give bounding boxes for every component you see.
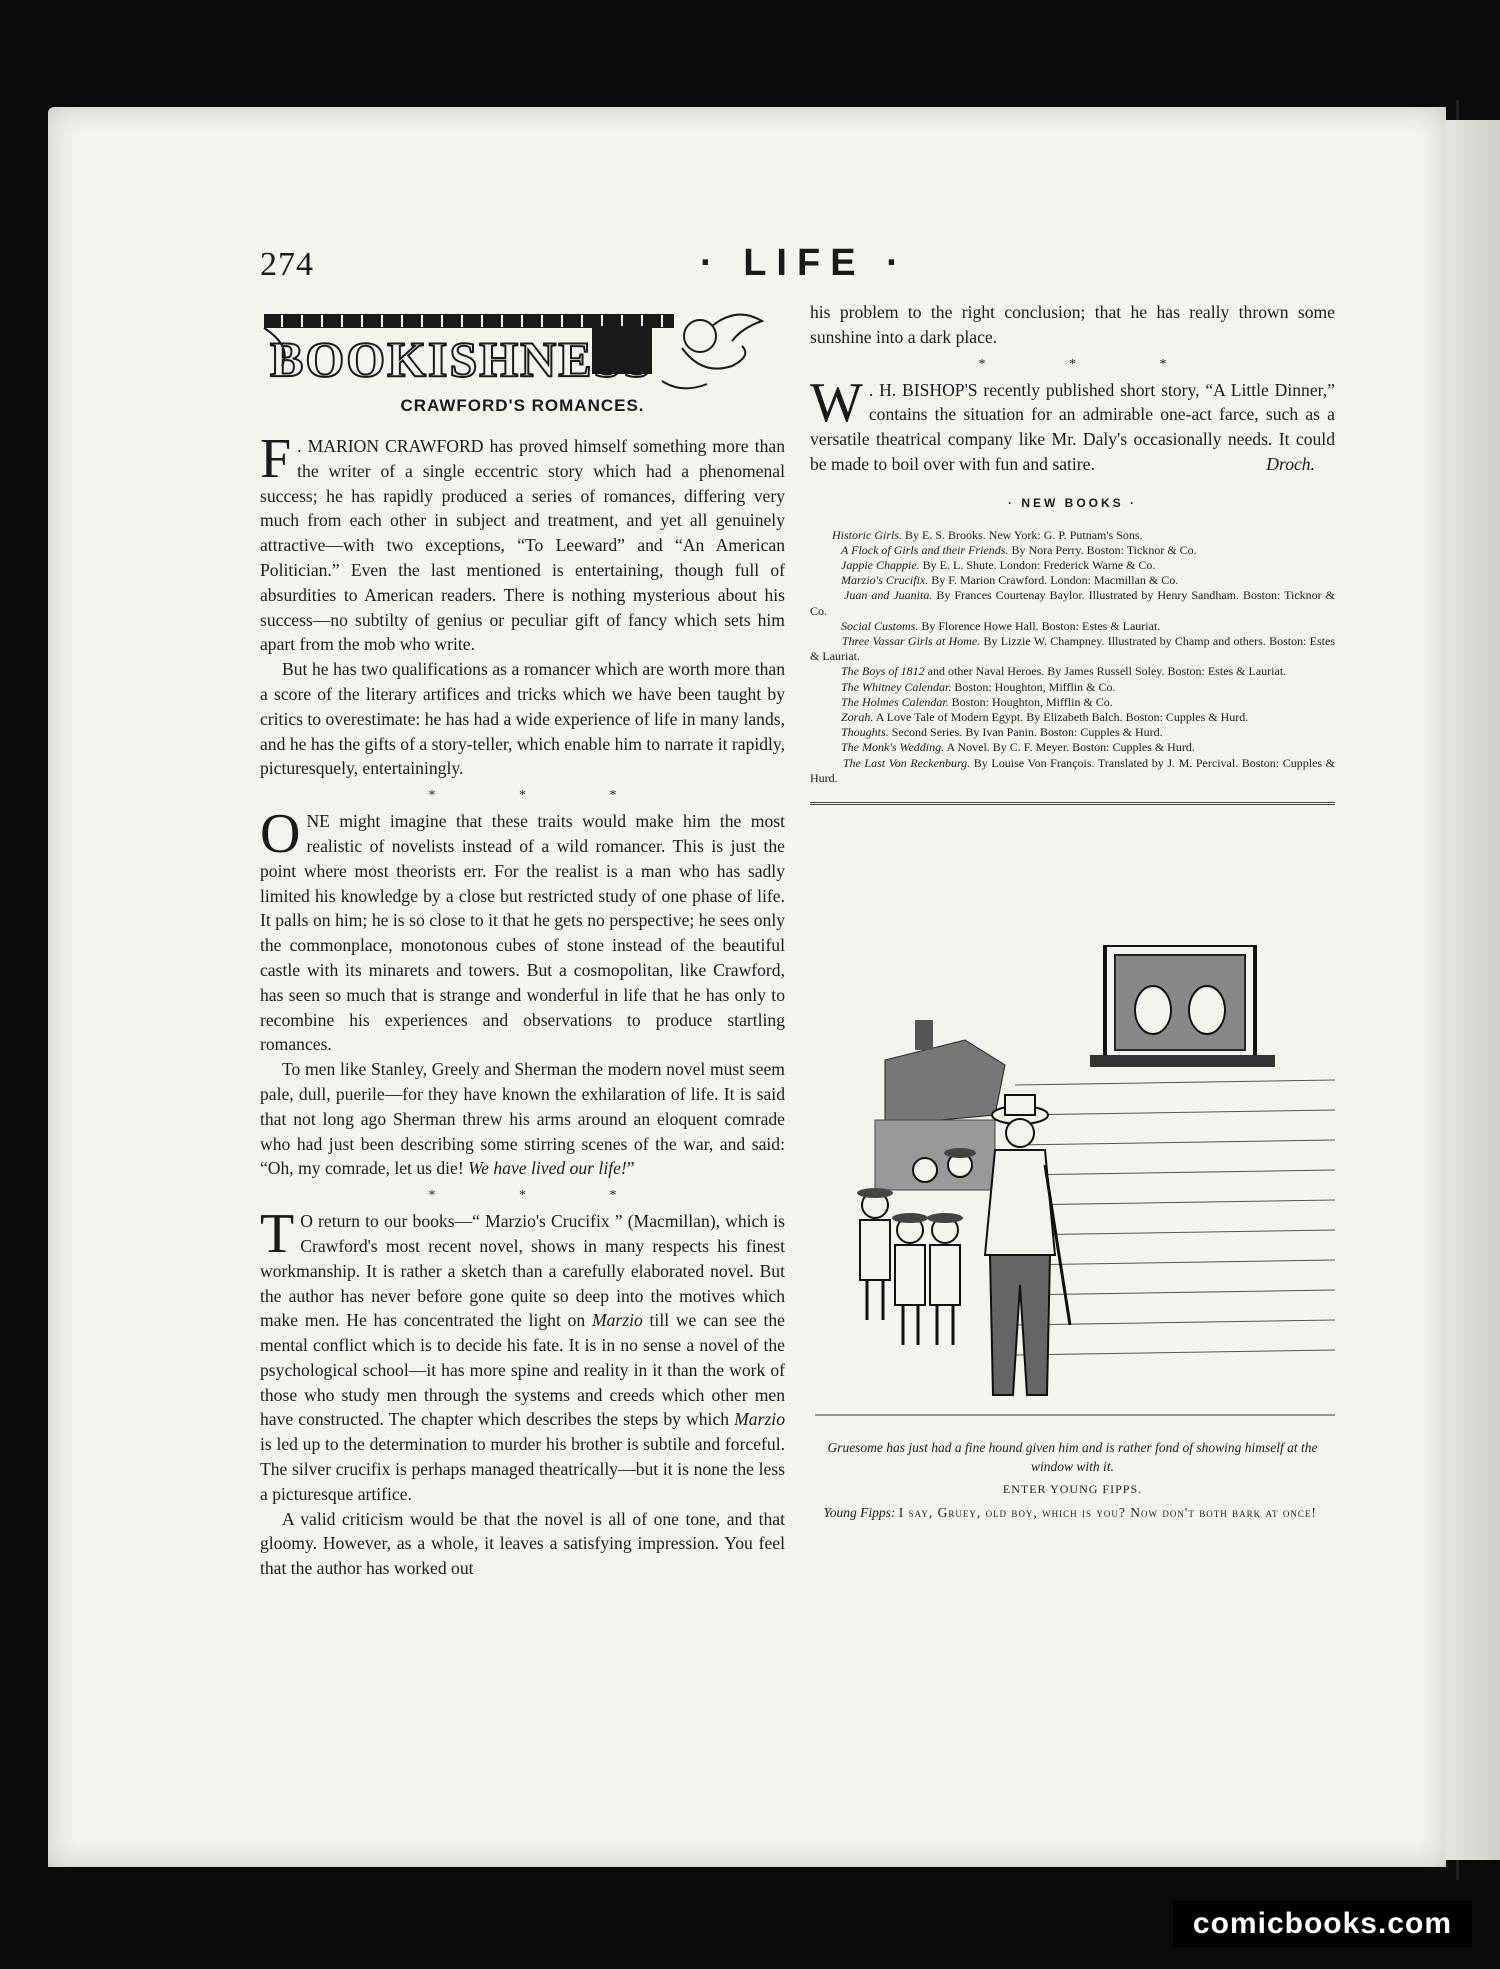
new-books-list	[810, 528, 1335, 786]
drop-cap: O	[260, 803, 301, 866]
paragraph-1: F . MARION CRAWFORD has proved himself something more than the writer of a single eccentric story which had a phenomenal success; he has rapidly produced a series of romances, differing very much from each other in subject and treatment, and yet all genuinely attractive—with two exceptions, “To Leeward” and “An American Politician.” Even the last mentioned is entertaining, though full of absurdities to American readers. There is nothing mysterious about his success—no subtilty of genius or peculiar gift of fancy which sets him apart from the mob who write.	[260, 428, 785, 655]
book-entry: The Last Von Reckenburg. By Louise Von François. Translated by J. M. Percival. Boston: Cupples & Hurd.	[810, 755, 1336, 785]
book-entry: The Monk's Wedding. A Novel. By C. F. Meyer. Boston: Cupples & Hurd.	[841, 740, 1195, 755]
book-entry: A Flock of Girls and their Friends. By Nora Perry. Boston: Ticknor & Co.	[841, 542, 1197, 557]
drop-cap: F	[260, 428, 292, 490]
section-break: * * *	[428, 1188, 657, 1204]
right-column	[810, 300, 1335, 813]
banner-title: BOOKISHNESS	[270, 331, 654, 387]
book-entry: Juan and Juanita. By Frances Courtenay Baylor. Illustrated by Henry Sandham. Boston: Ticknor & Co.	[810, 588, 1336, 618]
paragraph-4: To men like Stanley, Greely and Sherman the modern novel must seem pale, dull, puerile—for they have known the exhilaration of life. It is said that not long ago Sherman threw his arms around an eloquent comrade who had just been describing some stirring scenes of the war, and said: “Oh, my comrade, let us die! We have lived our life!”	[260, 1059, 785, 1179]
section-break: * * *	[978, 356, 1207, 372]
section-title: CRAWFORD'S ROMANCES.	[400, 396, 645, 415]
book-entry: Marzio's Crucifix. By F. Marion Crawford. London: Macmillan & Co.	[841, 573, 1179, 588]
caption-dialog: Young Fipps: I say, Gruey, old boy, which is you? Now don't both bark at once!	[823, 1505, 1317, 1520]
caption-enter: ENTER YOUNG FIPPS.	[1002, 1482, 1143, 1496]
page-number: 274	[260, 246, 314, 283]
magazine-title: · LIFE ·	[700, 242, 909, 284]
paragraph-continued: his problem to the right conclusion; that he has really thrown some sunshine into a dark place.	[810, 302, 1335, 347]
book-entry: The Whitney Calendar. Boston: Houghton, Mifflin & Co.	[841, 679, 1116, 694]
paragraph-2: But he has two qualifications as a romancer which are worth more than a score of the literary artifices and tricks which we have been taught by critics to overestimate: he has had a wide experience of life in many lands, and he has the gifts of a story-teller, which enable him to narrate it rapidly, picturesquely, entertainingly.	[260, 659, 785, 779]
paragraph-bishop: W . H. BISHOP'S recently published short story, “A Little Dinner,” contains the situation for an admirable one-act farce, such as a versatile theatrical company like Mr. Daly's occasionally needs. It could be made to boil over with fun and satire. Droch.	[810, 378, 1335, 477]
cartoon-illustration	[815, 945, 1335, 1425]
watermark-logo: comicbooks.com	[1173, 1901, 1472, 1947]
book-entry: Three Vassar Girls at Home. By Lizzie W. Champney. Illustrated by Champ and others. Boston: Estes & Lauriat.	[810, 634, 1336, 664]
left-column	[260, 428, 785, 1581]
cartoon-caption	[810, 1438, 1335, 1522]
paragraph-3: ONE might imagine that these traits would make him the most realistic of novelists instead of a wild romancer. This is just the point where most theorists err. For the realist is a man who has sadly limited his knowledge by a close but restricted study of one phase of life. It palls on him; he is so close to it that he gets no perspective; he sees only the commonplace, monotonous cubes of stone instead of the beautiful castle with its minarets and towers. But a cosmopolitan, like Crawford, has seen so much that is strange and wonderful in life that he has only to recombine his experiences and observations to produce startling romances.	[260, 803, 785, 1055]
signature: Droch.	[1266, 453, 1315, 474]
next-page-edge	[1446, 120, 1500, 1860]
book-entry: Social Customs. By Florence Howe Hall. Boston: Estes & Lauriat.	[841, 618, 1161, 633]
bookishness-banner	[262, 306, 782, 396]
caption-italic: Gruesome has just had a fine hound given him and is rather fond of showing himself at the window with it.	[827, 1440, 1318, 1474]
book-entry: Thoughts. Second Series. By Ivan Panin. Boston: Cupples & Hurd.	[841, 725, 1163, 740]
divider-rule	[810, 802, 1335, 805]
drop-cap: T	[260, 1203, 295, 1266]
drop-cap: W	[810, 371, 863, 434]
paragraph-5: T O return to our books—“ Marzio's Crucifix ” (Macmillan), which is Crawford's most recent novel, shows in many respects his finest workmanship. It is rather a sketch than a carefully elaborated novel. But the author has never before gone quite so deep into the motives which make men. He has concentrated the light on Marzio till we can see the mental conflict which is to decide his fate. It is in no sense a novel of the psychological school—it has more spine and reality in it than the work of those who study men through the systems and creeds which other men have constructed. The chapter which describes the steps by which Marzio is led up to the determination to murder his brother is subtile and forceful. The silver crucifix is perhaps managed theatrically—but it is none the less a picturesque artifice.	[260, 1203, 785, 1504]
book-entry: Zorah. A Love Tale of Modern Egypt. By Elizabeth Balch. Boston: Cupples & Hurd.	[841, 710, 1249, 725]
book-entry: The Holmes Calendar. Boston: Houghton, Mifflin & Co.	[841, 694, 1113, 709]
book-entry: Jappie Chappie. By E. L. Shute. London: Frederick Warne & Co.	[841, 557, 1156, 572]
paragraph-6: A valid criticism would be that the novel is all of one tone, and that gloomy. However, as a whole, it leaves a satisfying impression. You feel that the author has worked out	[260, 1508, 785, 1579]
book-entry: Historic Girls. By E. S. Brooks. New York: G. P. Putnam's Sons.	[832, 527, 1143, 542]
book-entry: The Boys of 1812 and other Naval Heroes. By James Russell Soley. Boston: Estes & Lauriat.	[841, 664, 1287, 679]
section-break: * * *	[428, 788, 657, 804]
new-books-heading: · NEW BOOKS ·	[1008, 495, 1137, 510]
